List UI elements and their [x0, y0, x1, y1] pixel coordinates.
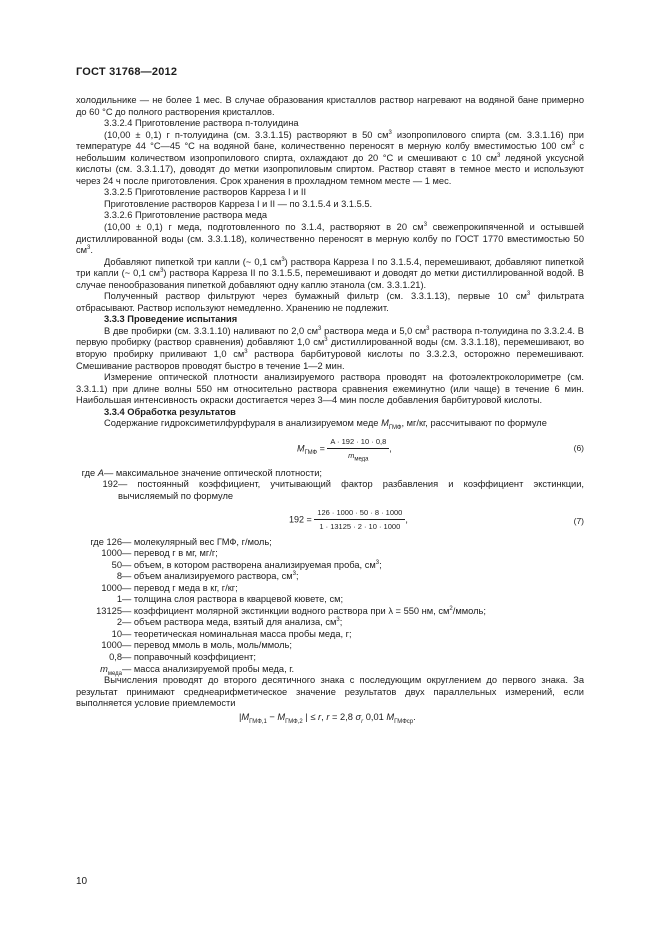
- formula-6-number: (6): [573, 442, 584, 453]
- definition-item: 13125 — коэффициент молярной экстинкции водного раствора при λ = 550 нм, $см^2$/ммоль;: [96, 605, 486, 616]
- paragraph-optical-measurement: Измерение оптической плотности анализируемого раствора проводят на фотоэлектроколориметре (см. 3.3.1.1) при длине волны 550 нм относительно раствора сравнения ежеминутно (или чаще) в течение 6 мин. Наибольшая интенсивность окраски достигается через 3—4 мин после добавления барбитуровой кислоты.: [76, 372, 584, 406]
- definitions-formula-6: [76, 468, 584, 503]
- paragraph-carrez-prep: Приготовление растворов Карреза I и II — по 3.1.5.4 и 3.1.5.5.: [104, 198, 373, 209]
- paragraph-filtering: Полученный раствор фильтруют через бумажный фильтр (см. 3.3.1.13), первые 10 $см^3$ фильтрата отбрасывают. Раствор используют немедленно. Хранению не подлежит.: [76, 291, 584, 313]
- definition-item: где 126 — молекулярный вес ГМФ, г/моль;: [90, 536, 272, 547]
- definitions-formula-7: [76, 537, 584, 676]
- heading-3-3-2-5: 3.3.2.5 Приготовление растворов Карреза I и II: [104, 187, 307, 198]
- paragraph-test-procedure: В две пробирки (см. 3.3.1.10) наливают по 2,0 $см^3$ раствора меда и 5,0 $см^3$ раствора п-толуидина по 3.3.2.4. В первую пробирку (раствор сравнения) добавляют 1,0 $см^3$ дистиллированной воды (см. 3.3.1.18), перемешивают, во вторую пробирку приливают 1,0 $см^3$ раствора барбитуровой кислоты по 3.3.2.3, осторожно перемешивают. Смешивание растворов проводят быстро в течение 1—2 мин.: [76, 325, 584, 371]
- definition-item: 1 — толщина слоя раствора в кварцевой кювете, см;: [116, 594, 344, 605]
- formula-6-fraction: $\frac{A \cdot 192 \cdot 10 \cdot 0,8}{m_{меда}}$: [327, 436, 389, 462]
- definition-item: 50 — объем, в котором растворена анализируемая проба, $см^3$;: [111, 559, 382, 570]
- definition-item: 1000 — перевод г меда в кг, г/кг;: [101, 582, 238, 593]
- definition-item: 2 — объем раствора меда, взятый для анализа, $см^3$;: [116, 617, 343, 628]
- definition-item: 1000 — перевод г в мг, мг/г;: [101, 548, 218, 559]
- paragraph-toluidine-prep: (10,00 ± 0,1) г п-толуидина (см. 3.3.1.15) растворяют в 50 $см^3$ изопропилового спирта (см. 3.3.1.16) при температуре 44 °С—45 °С на водяной бане, количественно переносят в мерную колбу вместимостью 100 $см^3$ с небольшим количеством изопропилового спирта, охлаждают до 20 °С и смешивают с 10 $см^3$ ледяной уксусной кислоты (см. 3.3.1.17), доводят до метки изопропиловым спиртом. Раствор ставят в темное место и используют через 24 ч после приготовления. Срок хранения в прохладном темном месте — 1 мес.: [76, 129, 584, 186]
- paragraph-calculation: Вычисления проводят до второго десятичного знака с последующим округлением до первого знака. За результат принимают среднеарифметическое значение результатов двух параллельных измерений, если выполняется условие приемлемости: [76, 675, 584, 709]
- heading-3-3-4: 3.3.4 Обработка результатов: [104, 406, 236, 417]
- paragraph-storage: холодильнике — не более 1 мес. В случае образования кристаллов раствор нагревают на водяной бане примерно до 60 °С до полного растворения кристаллов.: [76, 95, 584, 117]
- definition-item: 1000 — перевод ммоль в моль, моль/ммоль;: [101, 640, 292, 651]
- paragraph-hmf-content: Содержание гидроксиметилфурфураля в анализируемом меде $M_{ГМФ}$, мг/кг, рассчитывают по формуле: [104, 418, 547, 432]
- page-number: 10: [76, 876, 88, 887]
- definition-item: 10 — теоретическая номинальная масса пробы меда, г;: [111, 628, 352, 639]
- acceptability-condition: $|M_{ГМФ,1} - M_{ГМФ,2}$ | ≤ r, r = 2,8 $\sigma_r$ 0,01 $M_{ГМФср}$.: [239, 711, 416, 725]
- formula-7: 192 = $\frac{126 \cdot 1000 \cdot 50 \cdot 8 \cdot 1000}{1 \cdot 13125 \cdot 2 \cdot 10 \cdot 1000}$ , (7): [289, 507, 584, 532]
- document-body: [76, 95, 584, 726]
- definition-item: 192 — постоянный коэффициент, учитывающий фактор разбавления и коэффициент экстинкции, вычисляемый по формуле: [102, 479, 584, 501]
- paragraph-honey-prep: (10,00 ± 0,1) г меда, подготовленного по 3.1.4, растворяют в 20 $см^3$ свежепрокипяченной и остывшей дистиллированной воды (см. 3.3.1.18), количественно переносят в мерную колбу по ГОСТ 1770 вместимостью 50 $см^3$.: [76, 221, 584, 256]
- formula-7-number: (7): [573, 515, 584, 526]
- paragraph-carrez-addition: Добавляют пипеткой три капли (~ 0,1 $см^3$) раствора Карреза I по 3.1.5.4, перемешивают, добавляют пипеткой три капли (~ 0,1 $см^3$) раствора Карреза II по 3.1.5.5, перемешивают и доводят до метки дистиллированной водой. В случае пенообразования пипеткой добавляют одну каплю этанола (см. 3.3.1.21).: [76, 256, 584, 290]
- heading-3-3-2-6: 3.3.2.6 Приготовление раствора меда: [104, 210, 268, 221]
- definition-item: 8 — объем анализируемого раствора, $см^3$;: [116, 571, 299, 582]
- heading-3-3-3: 3.3.3 Проведение испытания: [104, 314, 238, 325]
- heading-3-3-2-4: 3.3.2.4 Приготовление раствора п-толуидина: [104, 118, 299, 129]
- formula-7-fraction: $\frac{126 \cdot 1000 \cdot 50 \cdot 8 \cdot 1000}{1 \cdot 13125 \cdot 2 \cdot 10 \cdot 1000}$: [314, 507, 405, 533]
- standard-header: ГОСТ 31768—2012: [76, 66, 178, 78]
- formula-6: $M_{ГМФ}$ = $\frac{A \cdot 192 \cdot 10 \cdot 0,8}{m_{меда}}$ , (6): [297, 436, 584, 463]
- definition-item: $m_{меда}$ — масса анализируемой пробы меда, г.: [100, 663, 295, 677]
- definition-item: где A — максимальное значение оптической плотности;: [81, 467, 323, 478]
- definition-item: 0,8 — поправочный коэффициент;: [109, 651, 256, 662]
